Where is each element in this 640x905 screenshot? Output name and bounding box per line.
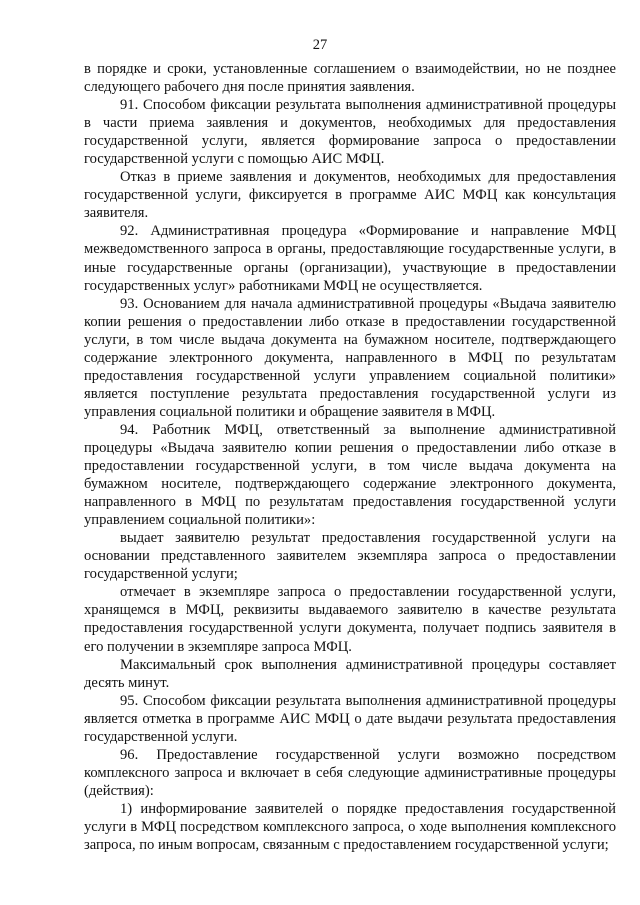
paragraph-94-item-records-details: отмечает в экземпляре запроса о предоставлении государственной услуги, хранящемся в МФЦ, реквизиты выдаваемого заявителю в качестве результата предоставления государственной услуги документа, получает подпись заявителя в его получении в экземпляре запроса МФЦ. bbox=[84, 584, 616, 655]
paragraph-refusal-record: Отказ в приеме заявления и документов, необходимых для предоставления государственной услуги, фиксируется в программе АИС МФЦ как консультация заявителя. bbox=[84, 169, 616, 222]
paragraph-95: 95. Способом фиксации результата выполнения административной процедуры является отметка в программе АИС МФЦ о дате выдачи результата предоставления государственной услуги. bbox=[84, 692, 616, 745]
paragraph-continuation: в порядке и сроки, установленные соглашением о взаимодействии, но не позднее следующего рабочего дня после принятия заявления. bbox=[84, 61, 616, 96]
document-body bbox=[84, 60, 616, 854]
paragraph-94-item-issues-result: выдает заявителю результат предоставления государственной услуги на основании представленного заявителем экземпляра запроса о предоставлении государственной услуги; bbox=[84, 530, 616, 583]
paragraph-91: 91. Способом фиксации результата выполнения административной процедуры в части приема заявления и документов, необходимых для предоставления государственной услуги, является формирование запроса о предоставлении государственной услуги с помощью АИС МФЦ. bbox=[84, 97, 616, 168]
paragraph-92: 92. Административная процедура «Формирование и направление МФЦ межведомственного запроса в органы, предоставляющие государственные услуги, в иные государственные органы (организации), участвующие в предоставлении государственных услуг» работниками МФЦ не осуществляется. bbox=[84, 223, 616, 294]
paragraph-94: 94. Работник МФЦ, ответственный за выполнение административной процедуры «Выдача заявителю копии решения о предоставлении либо отказе в предоставлении государственной услуги, в том числе выдача документа на бумажном носителе, подтверждающего содержание электронного документа, направленного в МФЦ по результатам предоставления государственной услуги управлением социальной политики»: bbox=[84, 421, 616, 529]
paragraph-96-item-1: 1) информирование заявителей о порядке предоставления государственной услуги в МФЦ посредством комплексного запроса, о ходе выполнения комплексного запроса, по иным вопросам, связанным с предоставлением государственной услуги; bbox=[84, 800, 616, 854]
paragraph-93: 93. Основанием для начала административной процедуры «Выдача заявителю копии решения о предоставлении либо отказе в предоставлении государственной услуги, в том числе выдача документа на бумажном носителе, подтверждающего содержание электронного документа, направленного в МФЦ по результатам предоставления государственной услуги управлением социальной политики» является поступление результата предоставления государственной услуги из управления социальной политики и обращение заявителя в МФЦ. bbox=[84, 295, 616, 420]
paragraph-max-duration: Максимальный срок выполнения административной процедуры составляет десять минут. bbox=[84, 656, 616, 691]
page-number: 27 bbox=[312, 37, 328, 53]
paragraph-96: 96. Предоставление государственной услуги возможно посредством комплексного запроса и включает в себя следующие административные процедуры (действия): bbox=[84, 746, 616, 799]
